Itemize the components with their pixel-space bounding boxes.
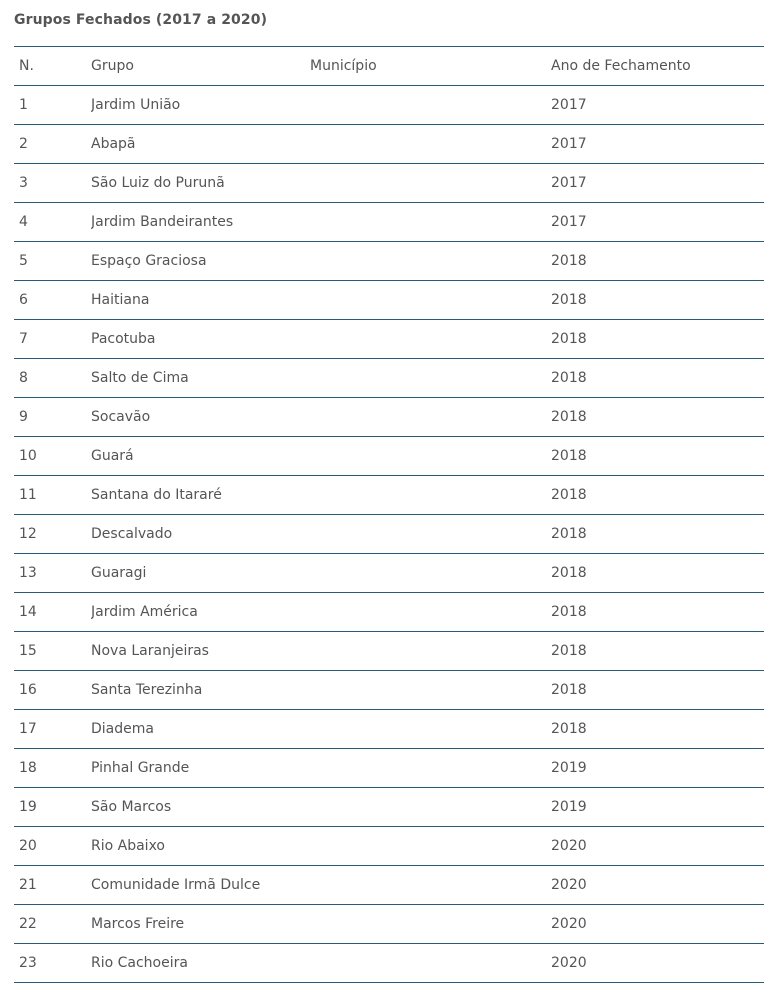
cell-municipality — [310, 905, 551, 944]
cell-group: São Luiz do Purunã — [91, 164, 310, 203]
cell-closing-year: 2020 — [551, 866, 764, 905]
table-row — [14, 359, 764, 398]
cell-number: 6 — [14, 281, 91, 320]
cell-municipality — [310, 164, 551, 203]
cell-group: Haitiana — [91, 281, 310, 320]
cell-number: 7 — [14, 320, 91, 359]
cell-group: Pacotuba — [91, 320, 310, 359]
cell-number: 21 — [14, 866, 91, 905]
table-row — [14, 554, 764, 593]
table-row — [14, 281, 764, 320]
cell-number: 22 — [14, 905, 91, 944]
table-row — [14, 125, 764, 164]
cell-closing-year: 2017 — [551, 164, 764, 203]
table-row — [14, 710, 764, 749]
cell-group: Comunidade Irmã Dulce — [91, 866, 310, 905]
cell-municipality — [310, 398, 551, 437]
table-row — [14, 944, 764, 983]
table-body — [14, 86, 764, 983]
cell-municipality — [310, 866, 551, 905]
cell-group: Nova Laranjeiras — [91, 632, 310, 671]
cell-municipality — [310, 515, 551, 554]
cell-number: 16 — [14, 671, 91, 710]
table-row — [14, 632, 764, 671]
cell-group: Abapã — [91, 125, 310, 164]
cell-group: Rio Abaixo — [91, 827, 310, 866]
table-header — [14, 47, 764, 86]
table-row — [14, 242, 764, 281]
cell-closing-year: 2019 — [551, 749, 764, 788]
cell-closing-year: 2018 — [551, 437, 764, 476]
table-row — [14, 164, 764, 203]
table-row — [14, 827, 764, 866]
cell-number: 8 — [14, 359, 91, 398]
table-row — [14, 866, 764, 905]
cell-number: 23 — [14, 944, 91, 983]
cell-closing-year: 2018 — [551, 398, 764, 437]
cell-closing-year: 2017 — [551, 86, 764, 125]
cell-number: 17 — [14, 710, 91, 749]
cell-municipality — [310, 203, 551, 242]
table-row — [14, 515, 764, 554]
cell-closing-year: 2018 — [551, 242, 764, 281]
table-row — [14, 86, 764, 125]
table-row — [14, 788, 764, 827]
cell-group: Guaragi — [91, 554, 310, 593]
cell-group: Salto de Cima — [91, 359, 310, 398]
cell-number: 12 — [14, 515, 91, 554]
closed-groups-table — [14, 46, 764, 983]
cell-group: Santana do Itararé — [91, 476, 310, 515]
cell-municipality — [310, 944, 551, 983]
cell-closing-year: 2018 — [551, 632, 764, 671]
cell-number: 13 — [14, 554, 91, 593]
cell-number: 15 — [14, 632, 91, 671]
column-header-closing-year: Ano de Fechamento — [551, 47, 764, 86]
cell-group: Pinhal Grande — [91, 749, 310, 788]
cell-closing-year: 2018 — [551, 710, 764, 749]
cell-closing-year: 2018 — [551, 554, 764, 593]
cell-closing-year: 2018 — [551, 476, 764, 515]
cell-number: 20 — [14, 827, 91, 866]
cell-municipality — [310, 320, 551, 359]
cell-closing-year: 2020 — [551, 944, 764, 983]
table-title: Grupos Fechados (2017 a 2020) — [14, 12, 268, 28]
cell-municipality — [310, 749, 551, 788]
cell-closing-year: 2020 — [551, 905, 764, 944]
cell-closing-year: 2017 — [551, 203, 764, 242]
cell-number: 10 — [14, 437, 91, 476]
cell-group: Rio Cachoeira — [91, 944, 310, 983]
cell-closing-year: 2018 — [551, 515, 764, 554]
cell-group: Diadema — [91, 710, 310, 749]
cell-municipality — [310, 554, 551, 593]
column-header-group: Grupo — [91, 47, 310, 86]
cell-municipality — [310, 827, 551, 866]
cell-municipality — [310, 788, 551, 827]
cell-group: Descalvado — [91, 515, 310, 554]
cell-closing-year: 2020 — [551, 827, 764, 866]
table-row — [14, 476, 764, 515]
cell-number: 11 — [14, 476, 91, 515]
cell-closing-year: 2017 — [551, 125, 764, 164]
cell-municipality — [310, 281, 551, 320]
cell-municipality — [310, 593, 551, 632]
table-row — [14, 905, 764, 944]
cell-number: 18 — [14, 749, 91, 788]
table-row — [14, 203, 764, 242]
cell-municipality — [310, 437, 551, 476]
cell-number: 14 — [14, 593, 91, 632]
table-row — [14, 320, 764, 359]
cell-municipality — [310, 242, 551, 281]
cell-number: 9 — [14, 398, 91, 437]
cell-closing-year: 2018 — [551, 320, 764, 359]
cell-closing-year: 2019 — [551, 788, 764, 827]
cell-municipality — [310, 710, 551, 749]
cell-number: 4 — [14, 203, 91, 242]
cell-group: Santa Terezinha — [91, 671, 310, 710]
cell-municipality — [310, 671, 551, 710]
cell-group: Espaço Graciosa — [91, 242, 310, 281]
column-header-municipality: Município — [310, 47, 551, 86]
cell-closing-year: 2018 — [551, 359, 764, 398]
cell-municipality — [310, 86, 551, 125]
cell-number: 3 — [14, 164, 91, 203]
cell-municipality — [310, 476, 551, 515]
cell-municipality — [310, 125, 551, 164]
cell-number: 2 — [14, 125, 91, 164]
cell-number: 5 — [14, 242, 91, 281]
cell-closing-year: 2018 — [551, 281, 764, 320]
table-row — [14, 398, 764, 437]
cell-closing-year: 2018 — [551, 671, 764, 710]
column-header-number: N. — [14, 47, 91, 86]
cell-group: Jardim Bandeirantes — [91, 203, 310, 242]
cell-number: 1 — [14, 86, 91, 125]
header-row — [14, 47, 764, 86]
table-row — [14, 593, 764, 632]
table-row — [14, 749, 764, 788]
cell-number: 19 — [14, 788, 91, 827]
cell-group: Jardim União — [91, 86, 310, 125]
cell-municipality — [310, 359, 551, 398]
table-row — [14, 671, 764, 710]
cell-group: Jardim América — [91, 593, 310, 632]
cell-group: São Marcos — [91, 788, 310, 827]
cell-group: Socavão — [91, 398, 310, 437]
cell-municipality — [310, 632, 551, 671]
cell-group: Marcos Freire — [91, 905, 310, 944]
table-row — [14, 437, 764, 476]
cell-closing-year: 2018 — [551, 593, 764, 632]
cell-group: Guará — [91, 437, 310, 476]
